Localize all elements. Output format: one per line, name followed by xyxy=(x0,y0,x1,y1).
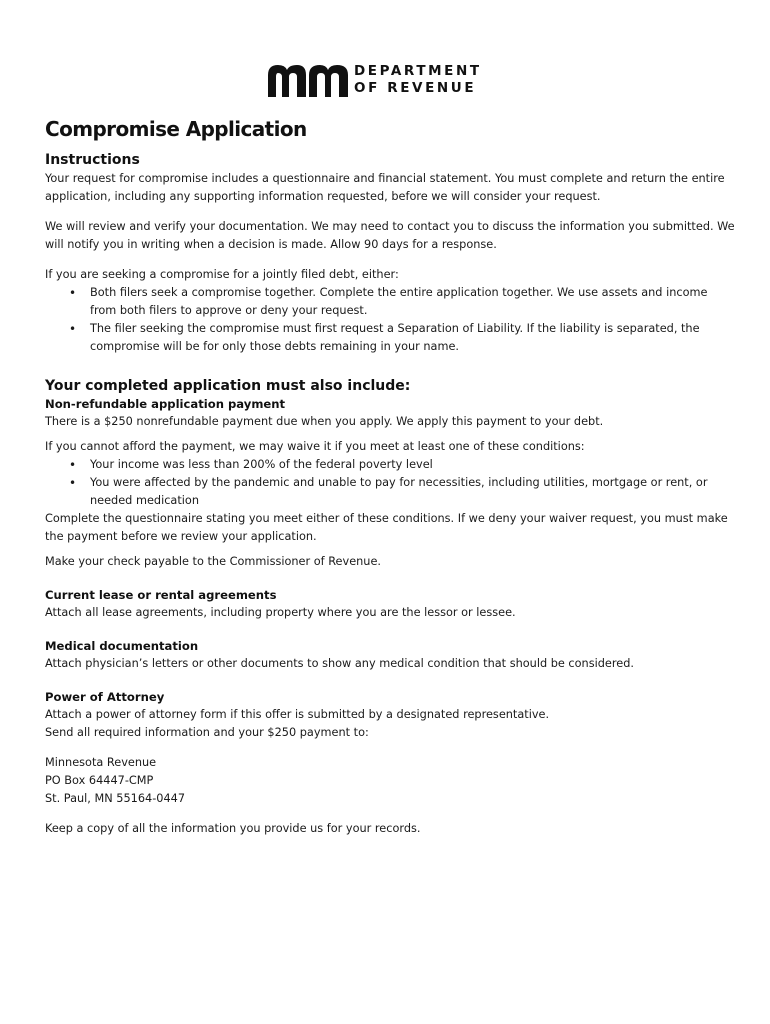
address-line: St. Paul, MN 55164-0447 xyxy=(45,792,186,805)
medical-heading: Medical documentation xyxy=(45,639,199,653)
payment-para-1: There is a $250 nonrefundable payment due when you apply. We apply this payment to your debt. xyxy=(45,415,604,428)
logo-line-2: OF REVENUE xyxy=(354,80,477,96)
mn-logo-icon xyxy=(268,63,348,97)
instructions-para-1: Your request for compromise includes a questionnaire and financial statement. You must complete and return the entire application, including any supporting information requested, before we will consider your request. xyxy=(45,172,725,203)
include-heading: Your completed application must also include: xyxy=(45,378,411,394)
lease-text: Attach all lease agreements, including property where you are the lessor or lessee. xyxy=(45,606,516,619)
document-body xyxy=(45,114,735,838)
poa-line-1: Attach a power of attorney form if this offer is submitted by a designated representative. xyxy=(45,708,550,721)
page-title: Compromise Application xyxy=(45,117,307,141)
instructions-heading: Instructions xyxy=(45,152,140,168)
logo-line-1: DEPARTMENT xyxy=(354,63,482,79)
poa-line-2: Send all required information and your $250 payment to: xyxy=(45,726,369,739)
list-item: • The filer seeking the compromise must first request a Separation of Liability. If the liability is separated, the compromise will be for only those debts remaining in your name. xyxy=(90,320,735,356)
poa-heading: Power of Attorney xyxy=(45,690,165,704)
department-name xyxy=(354,63,482,97)
joint-bullet-list xyxy=(45,284,735,356)
list-item: • Your income was less than 200% of the federal poverty level xyxy=(90,456,735,474)
address-line: PO Box 64447-CMP xyxy=(45,774,154,787)
waive-bullet-list xyxy=(45,456,735,510)
payment-heading: Non-refundable application payment xyxy=(45,397,286,411)
payment-para-2: Complete the questionnaire stating you meet either of these conditions. If we deny your waiver request, you must make the payment before we review your application. xyxy=(45,512,728,543)
instructions-para-2: We will review and verify your documentation. We may need to contact you to discuss the information you submitted. We will notify you in writing when a decision is made. Allow 90 days for a response. xyxy=(45,220,735,251)
department-logo xyxy=(268,61,482,99)
records-note: Keep a copy of all the information you provide us for your records. xyxy=(45,822,421,835)
lease-heading: Current lease or rental agreements xyxy=(45,588,277,602)
list-item: • Both filers seek a compromise together. Complete the entire application together. We use assets and income from both filers to approve or deny your request. xyxy=(90,284,735,320)
mailing-address xyxy=(45,754,735,808)
payment-para-3: Make your check payable to the Commissioner of Revenue. xyxy=(45,555,382,568)
address-line: Minnesota Revenue xyxy=(45,756,157,769)
list-item: • You were affected by the pandemic and unable to pay for necessities, including utilities, mortgage or rent, or needed medication xyxy=(90,474,735,510)
joint-intro: If you are seeking a compromise for a jointly filed debt, either: xyxy=(45,268,399,281)
waive-intro: If you cannot afford the payment, we may waive it if you meet at least one of these conditions: xyxy=(45,440,585,453)
medical-text: Attach physician’s letters or other documents to show any medical condition that should be considered. xyxy=(45,657,634,670)
